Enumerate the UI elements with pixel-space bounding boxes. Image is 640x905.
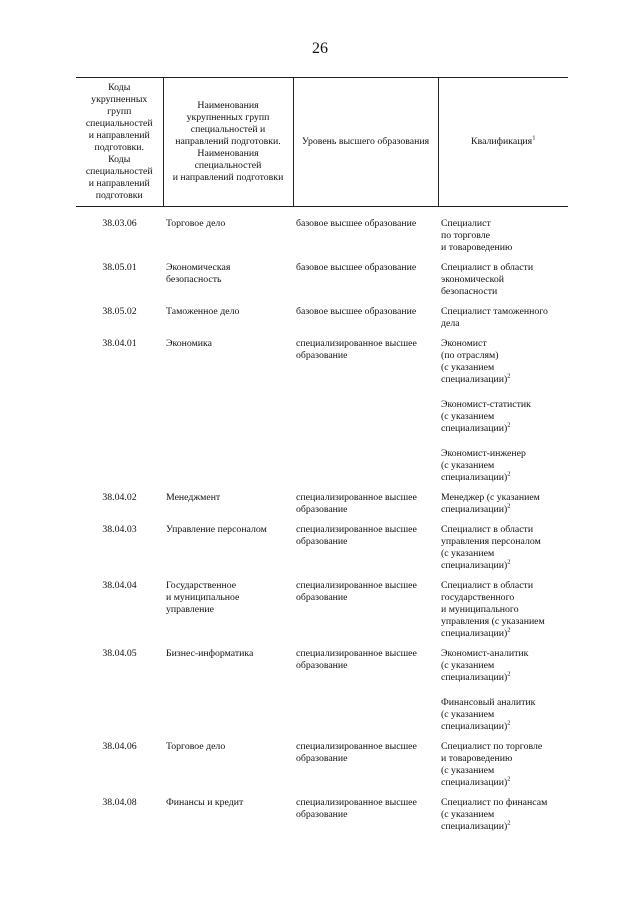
row-code: 38.04.02 (102, 492, 137, 503)
row-qualification (438, 524, 568, 580)
row-qualification (438, 797, 568, 841)
footnote-marker: 2 (507, 558, 511, 566)
qualification-line (441, 286, 565, 298)
header-name-line: Наименования (197, 100, 259, 111)
row-name-line: Менеджмент (166, 492, 221, 503)
row-code: 38.04.03 (102, 524, 137, 535)
qualification-item (441, 741, 565, 789)
header-name (163, 78, 293, 207)
qualification-line-text: (с указанием (441, 460, 495, 471)
qualification-line-text: специализации) (441, 821, 508, 832)
qualification-line-text: специализации) (441, 628, 508, 639)
header-level (293, 78, 438, 207)
row-code: 38.04.06 (102, 741, 137, 752)
qualification-line (441, 472, 565, 484)
header-code-line: и направлений (88, 178, 150, 189)
row-level (293, 580, 438, 648)
row-name (163, 306, 293, 338)
footnote-marker: 2 (507, 775, 511, 783)
row-qualification (438, 648, 568, 741)
qualification-line (441, 504, 565, 516)
row-name-line: Торговое дело (166, 218, 226, 229)
row-level (293, 648, 438, 741)
footnote-marker: 2 (507, 421, 511, 429)
row-level-line: специализированное высшее (296, 648, 417, 659)
header-code-line: подготовки. (94, 142, 144, 153)
qualification-item (441, 399, 565, 435)
footnote-marker: 2 (507, 626, 511, 634)
qualification-line-text: Специалист по торговле (441, 741, 543, 752)
header-code-line: Коды (108, 82, 131, 93)
qualification-line (441, 399, 565, 411)
qualification-item (441, 262, 565, 298)
row-code: 38.03.06 (102, 218, 137, 229)
qualification-line (441, 592, 565, 604)
table-body (76, 207, 568, 842)
qualification-line-text: Экономист-статистик (441, 399, 531, 410)
row-name (163, 492, 293, 524)
qualification-item (441, 580, 565, 640)
row-qualification (438, 338, 568, 492)
qualification-item (441, 448, 565, 484)
qualification-line (441, 350, 565, 362)
row-level-line: специализированное высшее (296, 492, 417, 503)
qualification-item (441, 524, 565, 572)
qualification-line-text: дела (441, 318, 460, 329)
row-code: 38.04.04 (102, 580, 137, 591)
table-header-row (76, 78, 568, 207)
row-qualification (438, 580, 568, 648)
qualification-line-text: управления (с указанием (441, 616, 545, 627)
header-code-line: групп (107, 106, 132, 117)
header-name-line: специальностей и (190, 124, 266, 135)
row-qualification (438, 262, 568, 306)
header-name-line: Наименования (197, 148, 259, 159)
table-row (76, 207, 568, 263)
qualification-line (441, 274, 565, 286)
row-level (293, 207, 438, 263)
table-row (76, 306, 568, 338)
table-row (76, 524, 568, 580)
row-name-line: Бизнес-информатика (166, 648, 254, 659)
row-level (293, 524, 438, 580)
qualification-item (441, 648, 565, 684)
row-qualification (438, 492, 568, 524)
qualification-line (441, 362, 565, 374)
row-level-line: образование (296, 504, 348, 515)
footnote-marker: 2 (507, 670, 511, 678)
row-level (293, 741, 438, 797)
row-level-line: образование (296, 809, 348, 820)
qualification-line-text: (с указанием (441, 660, 495, 671)
qualification-line-text: безопасности (441, 286, 498, 297)
qualification-item (441, 697, 565, 733)
table-row (76, 797, 568, 841)
qualification-line (441, 809, 565, 821)
row-level-line: специализированное высшее (296, 338, 417, 349)
qualification-item (441, 218, 565, 254)
qualification-line (441, 338, 565, 350)
row-level (293, 797, 438, 841)
row-name-line: Управление персоналом (166, 524, 267, 535)
qualification-line (441, 697, 565, 709)
row-qualification (438, 741, 568, 797)
row-name (163, 648, 293, 741)
table-row (76, 262, 568, 306)
table-row (76, 741, 568, 797)
footnote-marker: 2 (507, 502, 511, 510)
qualification-line-text: (с указанием (441, 548, 495, 559)
qualification-item (441, 797, 565, 833)
qualification-line (441, 560, 565, 572)
qualification-line (441, 765, 565, 777)
footnote-marker: 2 (507, 372, 511, 380)
row-code: 38.04.01 (102, 338, 137, 349)
row-code: 38.05.02 (102, 306, 137, 317)
row-name-line: и муниципальное (166, 592, 240, 603)
qualification-line-text: и товароведению (441, 753, 513, 764)
page-number: 26 (312, 40, 328, 57)
row-level-line: специализированное высшее (296, 580, 417, 591)
qualification-line-text: Менеджер (с указанием (441, 492, 540, 503)
row-level-line: специализированное высшее (296, 741, 417, 752)
row-name-line: управление (166, 604, 214, 615)
row-name (163, 338, 293, 492)
qualification-line-text: специализации) (441, 472, 508, 483)
footnote-marker: 2 (507, 470, 511, 478)
qualification-line (441, 411, 565, 423)
row-name (163, 207, 293, 263)
row-level-line: образование (296, 660, 348, 671)
qualification-line-text: (с указанием (441, 362, 495, 373)
qualification-line (441, 448, 565, 460)
qualification-line-text: специализации) (441, 504, 508, 515)
row-name (163, 262, 293, 306)
qualification-line (441, 709, 565, 721)
qualification-line (441, 548, 565, 560)
qualification-line-text: Специалист в области (441, 524, 534, 535)
qualification-item (441, 338, 565, 386)
qualification-line (441, 721, 565, 733)
row-level (293, 492, 438, 524)
header-name-line: специальностей (194, 160, 262, 171)
qualification-line (441, 741, 565, 753)
qualification-line (441, 536, 565, 548)
row-name-line: безопасность (166, 274, 222, 285)
row-name-line: Экономика (166, 338, 212, 349)
qualification-line-text: специализации) (441, 777, 508, 788)
qualification-line (441, 616, 565, 628)
row-qualification (438, 207, 568, 263)
header-qualification-text: Квалификация (471, 136, 533, 147)
qualification-line-text: Специалист по финансам (441, 797, 548, 808)
row-name-line: Таможенное дело (166, 306, 240, 317)
qualification-line (441, 628, 565, 640)
footnote-marker: 2 (507, 719, 511, 727)
qualification-line (441, 460, 565, 472)
row-name (163, 524, 293, 580)
qualification-item (441, 492, 565, 516)
row-level (293, 338, 438, 492)
row-code: 38.04.05 (102, 648, 137, 659)
qualification-line-text: по торговле (441, 230, 490, 241)
qualification-line-text: и товароведению (441, 242, 513, 253)
qualification-line (441, 230, 565, 242)
row-code: 38.04.08 (102, 797, 137, 808)
qualification-line (441, 306, 565, 318)
qualification-line (441, 660, 565, 672)
row-code: 38.05.01 (102, 262, 137, 273)
qualification-line (441, 777, 565, 789)
qualification-line (441, 821, 565, 833)
header-qualification (438, 78, 568, 207)
row-name (163, 741, 293, 797)
row-level-line: специализированное высшее (296, 524, 417, 535)
header-code-line: подготовки (95, 190, 143, 201)
header-code (76, 78, 163, 207)
table-row (76, 580, 568, 648)
qualification-line (441, 423, 565, 435)
qualification-line (441, 797, 565, 809)
qualification-line (441, 524, 565, 536)
row-qualification (438, 306, 568, 338)
row-level-line: базовое высшее образование (296, 262, 417, 273)
row-name (163, 580, 293, 648)
qualification-line-text: специализации) (441, 721, 508, 732)
qualification-line-text: (с указанием (441, 709, 495, 720)
qualification-line-text: Специалист в области (441, 580, 534, 591)
qualification-line-text: управления персоналом (441, 536, 541, 547)
qualification-line-text: специализации) (441, 560, 508, 571)
qualification-line (441, 262, 565, 274)
header-name-line: направлений подготовки. (175, 136, 281, 147)
qualification-line-text: Финансовый аналитик (441, 697, 536, 708)
qualification-line-text: Экономист-инженер (441, 448, 526, 459)
qualification-line-text: экономической (441, 274, 505, 285)
qualification-line-text: Специалист в области (441, 262, 534, 273)
qualification-line-text: специализации) (441, 423, 508, 434)
row-name-line: Государственное (166, 580, 237, 591)
qualification-line (441, 604, 565, 616)
row-name-line: Финансы и кредит (166, 797, 244, 808)
row-level-line: базовое высшее образование (296, 218, 417, 229)
qualification-item (441, 306, 565, 330)
row-level-line: образование (296, 350, 348, 361)
row-name (163, 797, 293, 841)
qualification-line (441, 753, 565, 765)
qualification-line-text: Специалист таможенного (441, 306, 548, 317)
header-code-line: специальностей (85, 166, 153, 177)
header-name-line: укрупненных групп (186, 112, 270, 123)
header-code-line: специальностей (85, 118, 153, 129)
header-code-line: Коды (108, 154, 131, 165)
footnote-marker: 1 (532, 134, 536, 142)
qualification-line (441, 218, 565, 230)
qualification-line (441, 318, 565, 330)
qualification-line-text: (с указанием (441, 809, 495, 820)
qualification-line (441, 374, 565, 386)
row-level-line: специализированное высшее (296, 797, 417, 808)
footnote-marker: 2 (507, 819, 511, 827)
table-row (76, 492, 568, 524)
row-level-line: базовое высшее образование (296, 306, 417, 317)
qualification-line-text: Экономист (441, 338, 487, 349)
qualification-line-text: (с указанием (441, 411, 495, 422)
qualification-line-text: Экономист-аналитик (441, 648, 529, 659)
qualification-line (441, 672, 565, 684)
table-row (76, 648, 568, 741)
qualification-line-text: Специалист (441, 218, 491, 229)
row-level-line: образование (296, 753, 348, 764)
qualifications-table (76, 77, 568, 841)
table-row (76, 338, 568, 492)
qualification-line (441, 242, 565, 254)
header-code-line: и направлений (88, 130, 150, 141)
row-name-line: Торговое дело (166, 741, 226, 752)
qualification-line-text: (по отраслям) (441, 350, 499, 361)
qualification-line-text: государственного (441, 592, 515, 603)
qualification-line-text: специализации) (441, 374, 508, 385)
header-name-line: и направлений подготовки (172, 172, 284, 183)
qualification-line-text: специализации) (441, 672, 508, 683)
qualification-line (441, 648, 565, 660)
qualification-line (441, 492, 565, 504)
header-code-line: укрупненных (91, 94, 148, 105)
row-level-line: образование (296, 592, 348, 603)
qualification-line-text: (с указанием (441, 765, 495, 776)
qualification-line-text: и муниципального (441, 604, 519, 615)
row-name-line: Экономическая (166, 262, 231, 273)
qualification-line (441, 580, 565, 592)
row-level-line: образование (296, 536, 348, 547)
row-level (293, 306, 438, 338)
row-level (293, 262, 438, 306)
header-level-line: Уровень высшего образования (301, 136, 430, 147)
